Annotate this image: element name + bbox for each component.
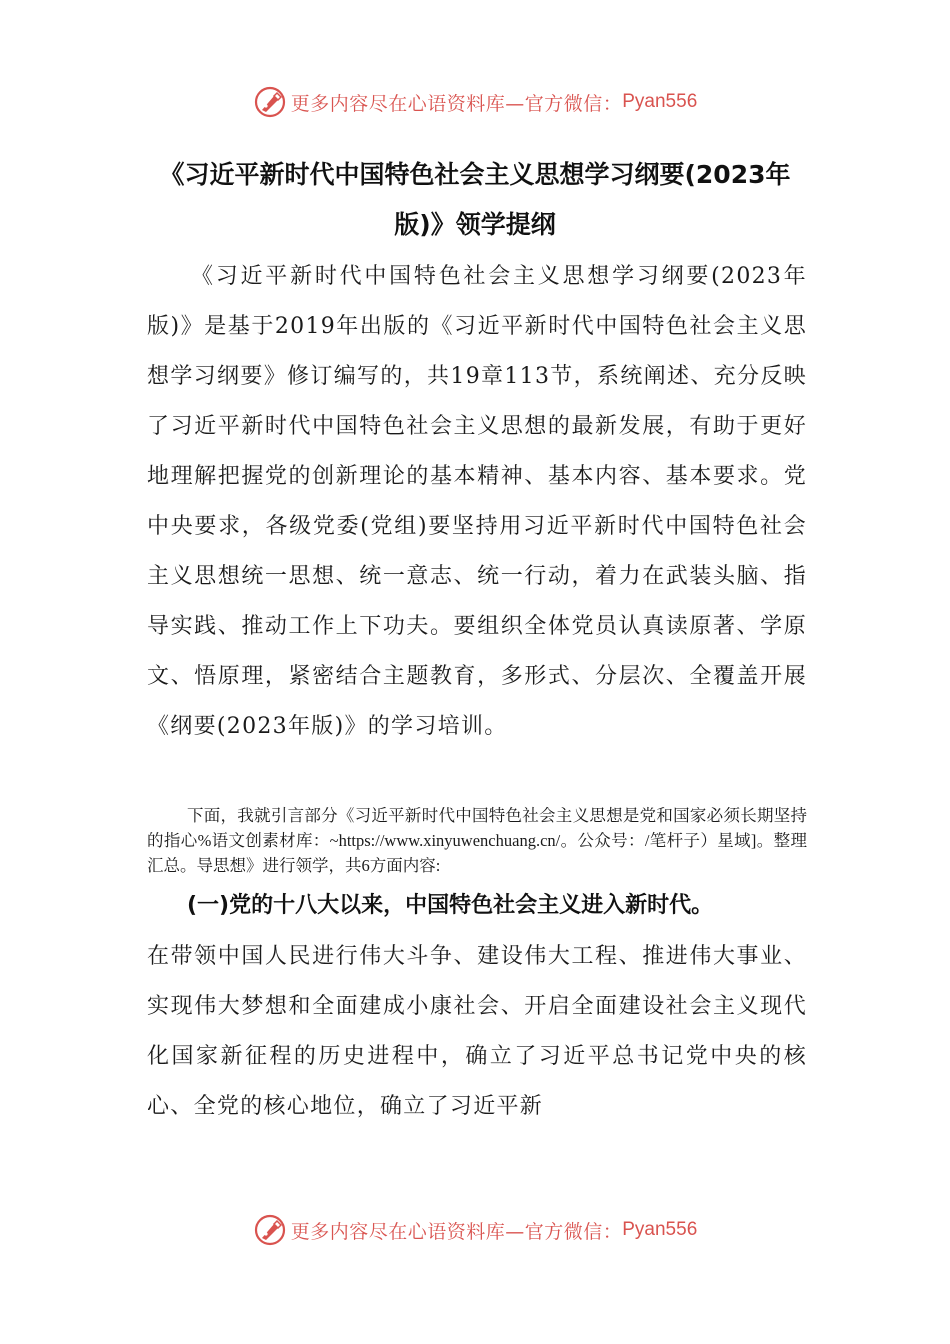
watermark-text: 更多内容尽在心语资料库—官方微信： <box>290 1220 623 1243</box>
header-watermark <box>0 82 950 122</box>
watermark-text: 更多内容尽在心语资料库—官方微信： <box>290 92 623 115</box>
note-paragraph: 下面，我就引言部分《习近平新时代中国特色社会主义思想是党和国家必须长期坚持的指心%语文创素材库：~https://www.xinyuwenchuang.cn/。公众号：/笔杆子）星域]。整理汇总。导思想》进行领学，共6方面内容: <box>147 806 807 875</box>
intro-paragraph: 《习近平新时代中国特色社会主义思想学习纲要(2023年版)》是基于2019年出版的《习近平新时代中国特色社会主义思想学习纲要》修订编写的，共19章113节，系统阐述、充分反映了习近平新时代中国特色社会主义思想的最新发展，有助于更好地理解把握党的创新理论的基本精神、基本内容、基本要求。党中央要求，各级党委(党组)要坚持用习近平新时代中国特色社会主义思想统一思想、统一意志、统一行动，着力在武装头脑、指导实践、推动工作上下功夫。要组织全体党员认真读原著、学原文、悟原理，紧密结合主题教育，多形式、分层次、全覆盖开展《纲要(2023年版)》的学习培训。 <box>147 264 807 739</box>
footer-watermark <box>0 1210 950 1250</box>
document-title: 《习近平新时代中国特色社会主义思想学习纲要(2023年版)》领学提纲 <box>159 160 791 239</box>
watermark-brand: Pyan556 <box>622 91 698 112</box>
pen-nib-circle-icon <box>253 1213 287 1247</box>
watermark-brand: Pyan556 <box>622 1219 698 1240</box>
section-1-body: 在带领中国人民进行伟大斗争、建设伟大工程、推进伟大事业、实现伟大梦想和全面建成小康社会、开启全面建设社会主义现代化国家新征程的历史进程中，确立了习近平总书记党中央的核心、全党的核心地位，确立了习近平新 <box>147 944 807 1119</box>
pen-nib-circle-icon <box>253 85 287 119</box>
section-1-heading: (一)党的十八大以来，中国特色社会主义进入新时代。 <box>187 893 714 918</box>
